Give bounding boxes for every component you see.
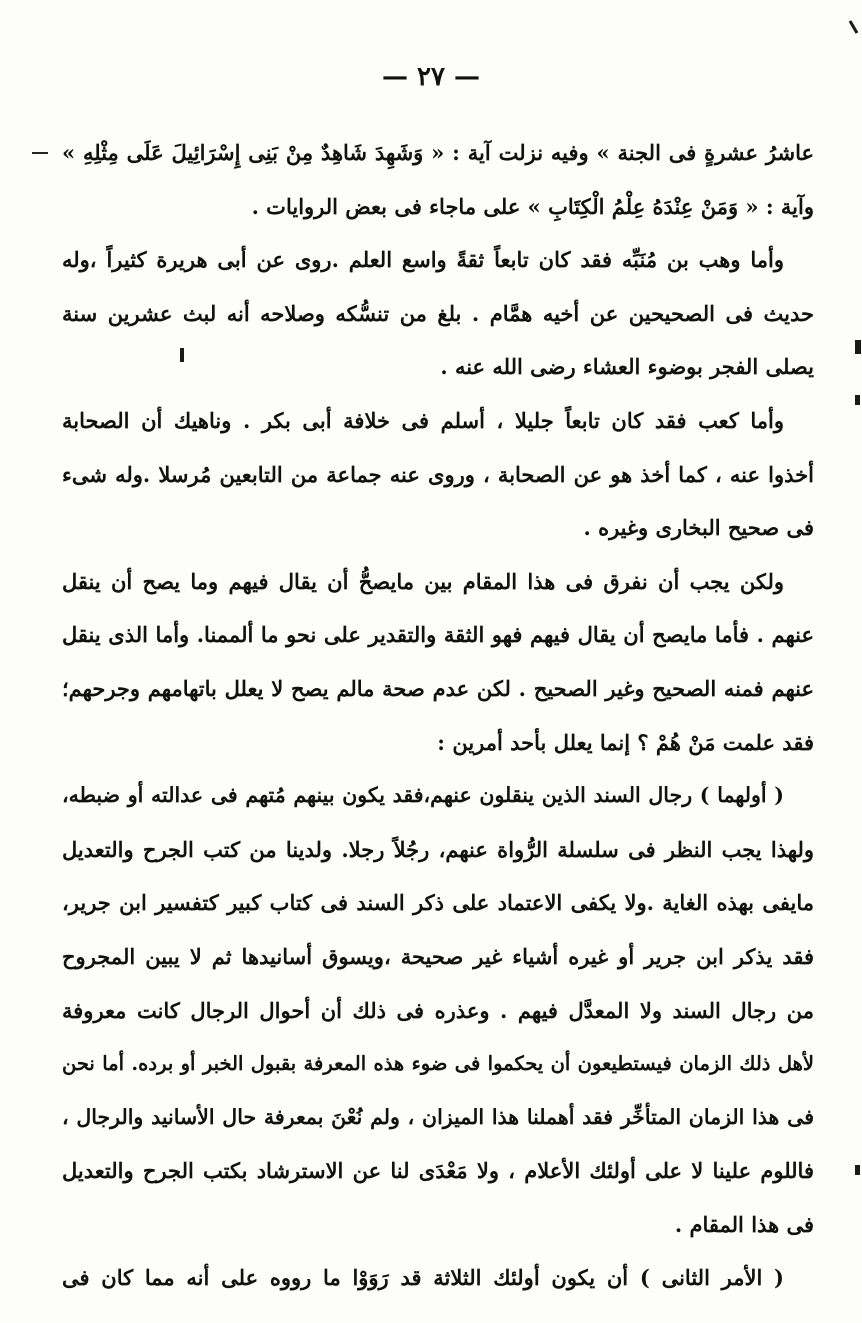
ink-speck [849,20,859,34]
text-line: فى هذا الزمان المتأخِّر فقد أهملنا هذا الميزان ، ولم نُعْنَ بمعرفة حال الأسانيد والرجال ، [62,1104,814,1129]
text-line: من رجال السند ولا المعدَّل فيهم . وعذره فى ذلك أن أحوال الرجال كانت معروفة [62,997,814,1023]
page-number: — ٢٧ — [381,62,481,92]
text-line: فى هذا المقام . [674,1211,814,1237]
text-line: عاشرُ عشرةٍ فى الجنة » وفيه نزلت آية : « وَشَهِدَ شَاهِدٌ مِنْ بَنِى إِسْرَائِيلَ عَلَى مِثْلِهِ » [62,140,814,165]
text-line: فى صحيح البخارى وغيره . [583,515,814,541]
ink-speck [855,395,860,405]
text-line: وأما وهب بن مُنَبِّه فقد كان تابعاً ثقةً واسع العلم .روى عن أبى هريرة كثيراً ،وله [62,247,784,273]
text-line: أخذوا عنه ، كما أخذ هو عن الصحابة ، وروى عنه جماعة من التابعين مُرسلا .وله شىء [62,461,814,487]
text-line: عنهم . فأما مايصح أن يقال فيهم فهو الثقة والتقدير على نحو ما ألممنا. وأما الذى ينقل [62,622,814,648]
text-line: فاللوم علينا لا على أولئك الأعلام ، ولا مَعْدَى لنا عن الاسترشاد بكتب الجرح والتعديل [62,1158,814,1184]
text-line: ( الأمر الثانى ) أن يكون أولئك الثلاثة قد رَوَوْا ما رووه على أنه مما كان فى [62,1265,784,1291]
text-line: عنهم فمنه الصحيح وغير الصحيح . لكن عدم صحة مالم يصح لا يعلل باتهامهم وجرحهم؛ [62,675,814,701]
text-line: فقد يذكر ابن جرير أو غيره أشياء غير صحيحة ،ويسوق أسانيدها ثم لا يبين المجروح [62,943,814,969]
text-line: لأهل ذلك الزمان فيستطيعون أن يحكموا فى ضوء هذه المعرفة بقبول الخبر أو برده. أما نحن [62,1052,814,1076]
text-line: مايفى بهذه الغاية .ولا يكفى الاعتماد على ذكر السند فى كتاب كبير كتفسير ابن جرير، [62,890,814,916]
ink-speck [855,1165,860,1175]
text-line: وآية : « وَمَنْ عِنْدَهُ عِلْمُ الْكِتَابِ » على ماجاء فى بعض الروايات . [251,193,814,219]
text-line: حديث فى الصحيحين عن أخيه همَّام . بلغ من تنسُّكه وصلاحه أنه لبث عشرين سنة [62,300,814,326]
text-line: وأما كعب فقد كان تابعاً جليلا ، أسلم فى خلافة أبى بكر . وناهيك أن الصحابة [62,407,784,433]
text-line: فقد علمت مَنْ هُمْ ؟ إنما يعلل بأحد أمرين : [437,729,814,755]
text-line: يصلى الفجر بوضوء العشاء رضى الله عنه . [440,354,814,380]
margin-dash [32,152,48,154]
text-line: ( أولهما ) رجال السند الذين ينقلون عنهم،فقد يكون بينهم مُتهم فى عدالته أو ضبطه، [62,783,784,808]
body-text [62,126,814,1305]
ink-speck [855,340,861,354]
text-line: ولكن يجب أن نفرق فى هذا المقام بين مايصحُّ أن يقال فيهم وما يصح أن ينقل [62,568,784,594]
text-line: ولهذا يجب النظر فى سلسلة الرُّواة عنهم، رجُلاً رجلا. ولدينا من كتب الجرح والتعديل [62,836,814,862]
